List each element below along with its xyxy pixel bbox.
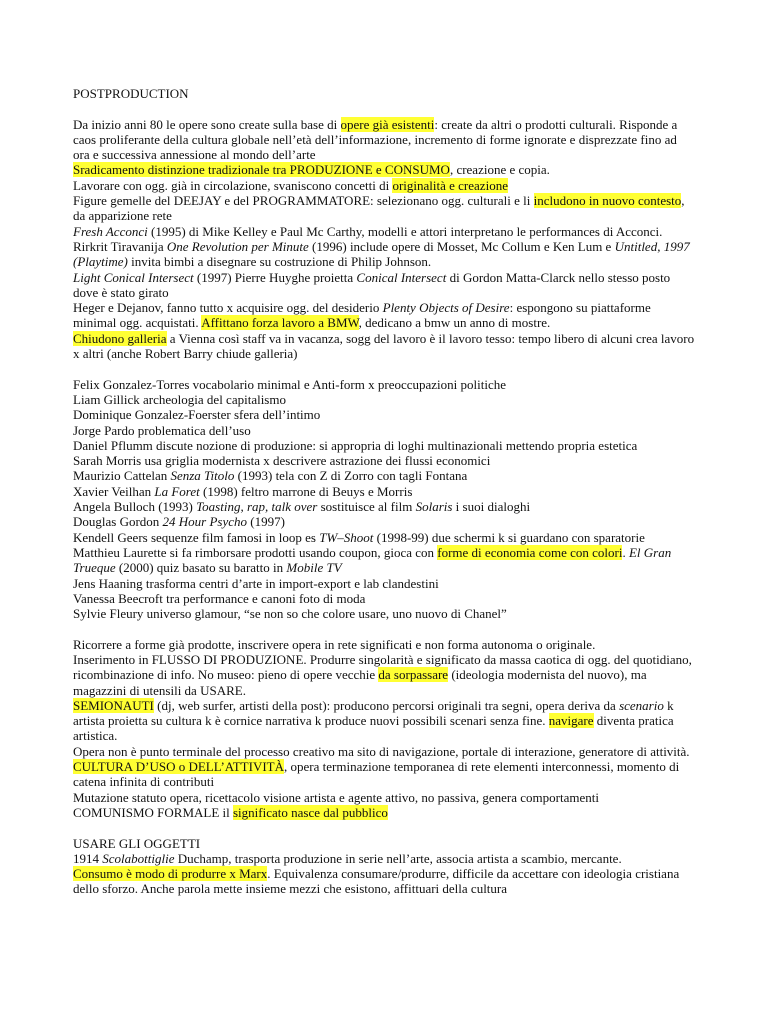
text-run: : create da altri o prodotti culturali. Risponde a caos proliferante della cultura globale nell’età dell’informazione, incremento di forme ignorate e disprezzate fino ad ora e successiva annessione al mondo dell’arte	[73, 116, 678, 163]
highlighted-text: includono in nuovo contesto	[533, 193, 682, 209]
text-run: Da inizio anni 80 le opere sono create sulla base di	[73, 116, 341, 132]
text-run: Kendell Geers sequenze film famosi in loop es	[73, 529, 320, 545]
text-run: Matthieu Laurette si fa rimborsare prodotti usando coupon, gioca con	[73, 544, 438, 560]
section-intro	[73, 117, 696, 362]
text-run: Mutazione statuto opera, ricettacolo visione artista e agente attivo, no passiva, genera comportamenti	[73, 789, 599, 805]
text-run: Inserimento in FLUSSO DI PRODUZIONE. Produrre singolarità e significato da massa caotica di ogg. del quotidiano, ricombinazione di info. No museo: pieno di opere vecchie	[73, 651, 692, 683]
text-run: (1998) feltro marrone di Beuys e Morris	[199, 483, 413, 499]
spacer	[73, 101, 696, 116]
paragraph	[73, 239, 696, 270]
text-run: , da apparizione rete	[73, 193, 685, 224]
italic-title: Conical Intersect	[356, 269, 447, 285]
text-run: .	[622, 544, 629, 560]
text-run: diventa pratica artistica.	[73, 713, 674, 744]
text-run: (dj, web surfer, artisti della post): producono percorsi originali tra segni, opera deriva da	[153, 697, 620, 713]
text-run: Maurizio Cattelan	[73, 468, 171, 484]
paragraph	[73, 453, 696, 468]
text-run: Jens Haaning trasforma centri d’arte in import-export e lab clandestini	[73, 575, 439, 591]
paragraph	[73, 178, 696, 193]
highlighted-text: forme di economia come con colori	[437, 544, 623, 560]
paragraph	[73, 331, 696, 362]
paragraph	[73, 545, 696, 576]
italic-title: One Revolution per Minute	[166, 238, 309, 254]
text-run: , opera terminazione temporanea di rete elementi interconnessi, momento di catena infinita di contributi	[73, 759, 680, 790]
text-run: Douglas Gordon	[73, 514, 163, 530]
text-run: (1995) di Mike Kelley e Paul Mc Carthy, modelli e attori interpretano le performances di Acconci.	[147, 223, 663, 239]
paragraph	[73, 790, 696, 805]
paragraph	[73, 224, 696, 239]
text-run: Angela Bulloch (1993)	[73, 499, 197, 515]
paragraph	[73, 698, 696, 744]
italic-title: TW–Shoot	[319, 529, 374, 545]
text-run: (2000) quiz basato su baratto in	[115, 560, 287, 576]
text-run: COMUNISMO FORMALE il	[73, 804, 233, 820]
paragraph	[73, 193, 696, 224]
italic-title: El Gran Trueque	[73, 544, 672, 576]
text-run: Vanessa Beecroft tra performance e canoni foto di moda	[73, 590, 366, 606]
text-run: Jorge Pardo problematica dell’uso	[73, 422, 251, 438]
paragraph	[73, 744, 696, 790]
text-run: (1993) tela con Z di Zorro con tagli Fontana	[234, 468, 468, 484]
paragraph	[73, 530, 696, 545]
text-run: (1996) include opere di Mosset, Mc Collum e Ken Lum e	[308, 238, 615, 254]
paragraph	[73, 805, 696, 820]
text-run: Rirkrit Tiravanija	[73, 238, 167, 254]
text-run: Ricorrere a forme già prodotte, inscrivere opera in rete significati e non forma autonoma o originale.	[73, 636, 596, 652]
text-run: a Vienna così staff va in vacanza, sogg del lavoro è il lavoro tesso: tempo libero di alcuni crea lavoro x altri (anche Robert Barry chiude galleria)	[73, 330, 695, 362]
paragraph	[73, 499, 696, 514]
text-run: Felix Gonzalez-Torres vocabolario minimal e Anti-form x preoccupazioni politiche	[73, 376, 506, 392]
text-run: sostituisce al film	[317, 499, 416, 515]
paragraph	[73, 637, 696, 652]
italic-title: 24 Hour Psycho	[162, 514, 248, 530]
text-run: Lavorare con ogg. già in circolazione, svaniscono concetti di	[73, 177, 393, 193]
highlighted-text: SEMIONAUTI	[73, 697, 154, 713]
text-run: Xavier Veilhan	[73, 483, 155, 499]
paragraph	[73, 514, 696, 529]
text-run: : espongono su piattaforme minimal ogg. acquistati.	[73, 300, 651, 331]
text-run: Liam Gillick archeologia del capitalismo	[73, 391, 286, 407]
highlighted-text: Consumo è modo di produrre x Marx	[73, 866, 268, 882]
text-run: Daniel Pflumm discute nozione di produzione: si appropria di loghi multinazionali mettendo propria estetica	[73, 437, 638, 453]
italic-title: scenario	[619, 697, 664, 713]
highlighted-text: Chiudono galleria	[73, 330, 167, 346]
italic-title: Solaris	[415, 499, 453, 515]
text-run: (1998-99) due schermi k si guardano con sparatorie	[373, 529, 645, 545]
highlighted-text: CULTURA D’USO o DELL’ATTIVITÀ	[73, 759, 285, 775]
section-artists	[73, 377, 696, 622]
italic-title: Senza Titolo	[170, 468, 235, 484]
text-run: , creazione e copia.	[449, 162, 550, 178]
highlighted-text: navigare	[548, 713, 594, 729]
paragraph	[73, 407, 696, 422]
paragraph	[73, 866, 696, 897]
paragraph	[73, 423, 696, 438]
paragraph	[73, 377, 696, 392]
text-run: Sarah Morris usa griglia modernista x descrivere astrazione dei flussi economici	[73, 453, 491, 469]
italic-title: Mobile TV	[286, 560, 342, 576]
spacer	[73, 820, 696, 835]
italic-title: Fresh Acconci	[73, 223, 148, 239]
highlighted-text: da sorpassare	[378, 667, 449, 683]
text-run: invita bimbi a disegnare su costruzione di Philip Johnson.	[127, 254, 432, 270]
paragraph	[73, 438, 696, 453]
text-run: Duchamp, trasporta produzione in serie nell’arte, associa artista a scambio, mercante.	[174, 850, 622, 866]
italic-title: Scolabottiglie	[102, 850, 175, 866]
paragraph	[73, 576, 696, 591]
paragraph	[73, 652, 696, 698]
text-run: 1914	[73, 850, 103, 866]
italic-title: Plenty Objects of Desire	[382, 300, 510, 316]
paragraph	[73, 591, 696, 606]
paragraph	[73, 484, 696, 499]
text-run: (ideologia modernista del nuovo), ma magazzini di utensili da USARE.	[73, 667, 647, 698]
spacer	[73, 361, 696, 376]
highlighted-text: significato nasce dal pubblico	[233, 804, 388, 820]
paragraph	[73, 468, 696, 483]
paragraph	[73, 851, 696, 866]
italic-title: Toasting, rap, talk over	[196, 499, 318, 515]
text-run: k artista proietta su cultura k è cornice narrativa k produce nuovi possibili scenari senza fine.	[73, 697, 674, 729]
text-run: i suoi dialoghi	[452, 499, 531, 515]
text-run: di Gordon Matta-Clarck nello stesso posto dove è stato girato	[73, 269, 671, 300]
paragraph	[73, 270, 696, 301]
paragraph	[73, 606, 696, 621]
text-run: Heger e Dejanov, fanno tutto x acquisire ogg. del desiderio	[73, 300, 383, 316]
paragraph	[73, 300, 696, 331]
highlighted-text: originalità e creazione	[392, 177, 508, 193]
document-title: POSTPRODUCTION	[73, 86, 189, 101]
italic-title: La Foret	[154, 483, 200, 499]
section-theory	[73, 637, 696, 821]
text-run: . Equivalenza consumare/produrre, difficile da accettare con ideologia cristiana dello sforzo. Anche parola mette insieme mezzi che esistono, affittuari della cultura	[73, 866, 680, 897]
text-run: Dominique Gonzalez-Foerster sfera dell’intimo	[73, 407, 321, 423]
text-run: Sylvie Fleury universo glamour, “se non so che colore usare, uno nuovo di Chanel”	[73, 606, 507, 622]
paragraph	[73, 117, 696, 163]
paragraph	[73, 392, 696, 407]
highlighted-text: Sradicamento distinzione tradizionale tra PRODUZIONE e CONSUMO	[73, 162, 450, 178]
text-run: (1997)	[247, 514, 285, 530]
text-run: , dedicano a bmw un anno di mostre.	[358, 315, 551, 331]
text-run: Opera non è punto terminale del processo creativo ma sito di navigazione, portale di interazione, generatore di attività.	[73, 743, 690, 759]
section-usare	[73, 851, 696, 897]
paragraph	[73, 162, 696, 177]
highlighted-text: opere già esistenti	[340, 116, 435, 132]
text-run: Figure gemelle del DEEJAY e del PROGRAMMATORE: selezionano ogg. culturali e li	[73, 193, 534, 209]
section-heading-usare: USARE GLI OGGETTI	[73, 835, 201, 851]
highlighted-text: Affittano forza lavoro a BMW	[201, 315, 359, 331]
italic-title: Light Conical Intersect	[73, 269, 194, 285]
spacer	[73, 621, 696, 636]
italic-title: Untitled, 1997 (Playtime)	[73, 238, 690, 270]
text-run: (1997) Pierre Huyghe proietta	[193, 269, 357, 285]
